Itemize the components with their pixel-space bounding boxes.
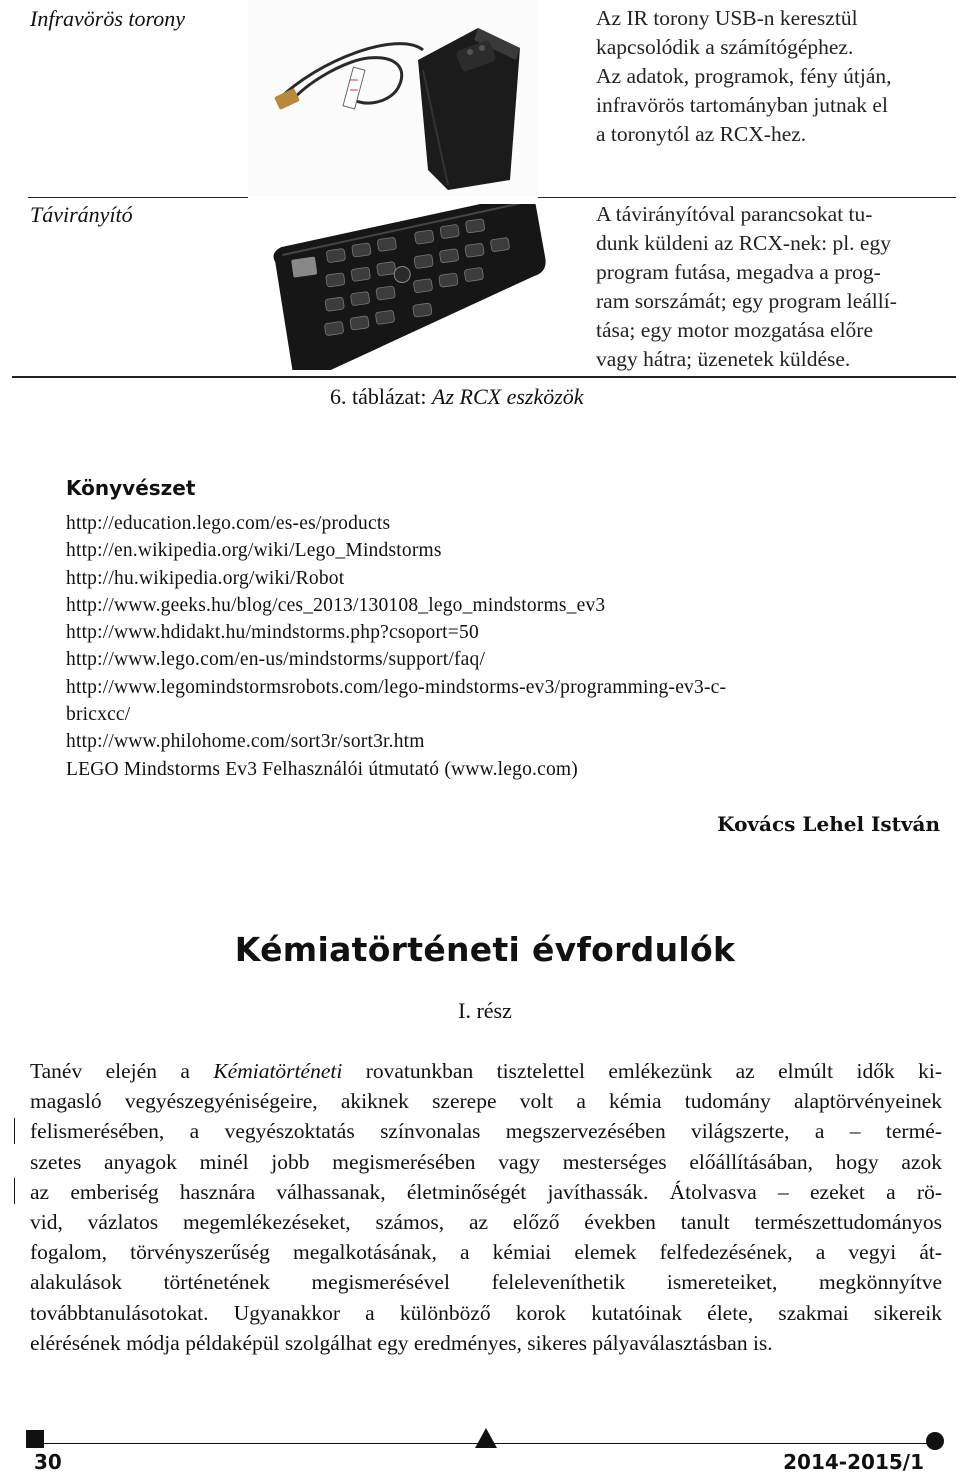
remote-control-photo xyxy=(262,204,552,370)
table-row-desc-ir-tower xyxy=(596,4,892,149)
change-bar-1 xyxy=(14,1118,15,1144)
desc-line: a toronytól az RCX-hez. xyxy=(596,122,807,146)
article-body xyxy=(30,1056,942,1358)
desc-line: tása; egy motor mozgatása előre xyxy=(596,318,874,342)
bibliography-entry[interactable]: http://hu.wikipedia.org/wiki/Robot xyxy=(66,567,345,589)
table-caption xyxy=(330,384,584,410)
bibliography-entry[interactable]: bricxcc/ xyxy=(66,704,131,726)
table-row-desc-remote xyxy=(596,200,897,374)
bibliography-list xyxy=(66,510,726,783)
bibliography-entry[interactable]: http://www.philohome.com/sort3r/sort3r.htm xyxy=(66,731,425,753)
body-line: fogalom, törvényszerűség megalkotásának, a kémiai elemek felfedezésének, a vegyi át- xyxy=(30,1240,942,1265)
table-rule-row1-right xyxy=(538,197,956,198)
bibliography-entry[interactable]: http://www.hdidakt.hu/mindstorms.php?csoport=50 xyxy=(66,622,479,644)
desc-line: dunk küldeni az RCX-nek: pl. egy xyxy=(596,231,891,255)
footer-square-marker xyxy=(26,1430,44,1448)
body-line xyxy=(30,1056,942,1086)
issue-number: 2014-2015/1 xyxy=(783,1450,924,1474)
table-row-label-ir-tower: Infravörös torony xyxy=(30,6,186,31)
footer-triangle-marker xyxy=(475,1428,497,1448)
desc-line: vagy hátra; üzenetek küldése. xyxy=(596,347,851,371)
bibliography-heading: Könyvészet xyxy=(66,476,196,500)
desc-line: Az IR torony USB-n keresztül xyxy=(596,6,858,30)
article-title: Kémiatörténeti évfordulók xyxy=(234,930,736,969)
article-part: I. rész xyxy=(458,998,512,1023)
body-line: magasló vegyészegyéniségeire, akiknek szerepe volt a kémia tudomány alaptörvényeinek xyxy=(30,1089,942,1114)
desc-line: program futása, megadva a prog- xyxy=(596,260,881,284)
body-line: továbbtanulásotokat. Ugyanakkor a különböző korok kutatóinak élete, szakmai sikereik xyxy=(30,1300,942,1325)
desc-line: Az adatok, programok, fény útján, xyxy=(596,64,892,88)
desc-line: ram sorszámát; egy program leállí- xyxy=(596,289,897,313)
bibliography-entry[interactable]: http://en.wikipedia.org/wiki/Lego_Mindstorms xyxy=(66,540,442,562)
caption-number: 6. táblázat: xyxy=(330,384,427,409)
bibliography-entry[interactable]: http://education.lego.com/es-es/products xyxy=(66,513,391,534)
desc-line: A távirányítóval parancsokat tu- xyxy=(596,202,873,226)
table-rule-bottom xyxy=(12,376,956,378)
ir-tower-photo xyxy=(248,0,538,196)
bibliography-entry[interactable]: http://www.lego.com/en-us/mindstorms/support/faq/ xyxy=(66,649,486,671)
body-line: felismerésében, a vegyészoktatás színvonalas megszervezésében világszerte, a – termé- xyxy=(30,1119,942,1144)
footer-circle-marker xyxy=(926,1432,944,1450)
author-name: Kovács Lehel István xyxy=(717,812,940,836)
change-bar-2 xyxy=(14,1178,15,1204)
bibliography-entry[interactable]: http://www.legomindstormsrobots.com/lego-mindstorms-ev3/programming-ev3-c- xyxy=(66,676,727,698)
bibliography-entry[interactable]: http://www.geeks.hu/blog/ces_2013/130108_lego_mindstorms_ev3 xyxy=(66,594,606,616)
table-row-label-remote: Távirányító xyxy=(30,202,133,227)
body-text-segment: rovatunkban tisztelettel emlékezünk az elmúlt idők ki- xyxy=(342,1059,942,1083)
body-text-segment: Tanév elején a xyxy=(30,1059,214,1083)
desc-line: kapcsolódik a számítógéphez. xyxy=(596,35,854,59)
body-line: elérésének módja példaképül szolgálhat egy eredményes, sikeres pályaválasztásban is. xyxy=(30,1330,773,1355)
body-text-italic: Kémiatörténeti xyxy=(213,1059,343,1083)
body-line: vid, vázlatos megemlékezéseket, számos, az előző években tanult természettudományos xyxy=(30,1210,942,1235)
bibliography-entry: LEGO Mindstorms Ev3 Felhasználói útmutató (www.lego.com) xyxy=(66,758,578,780)
caption-title: Az RCX eszközök xyxy=(432,384,584,409)
page-number: 30 xyxy=(34,1450,62,1474)
body-line: az emberiség hasznára válhassanak, életminőségét javíthassák. Átolvasva – ezeket a rö- xyxy=(30,1179,942,1204)
body-line: alakulások történetének megismerésével feleleveníthetik ismereteiket, megkönnyítve xyxy=(30,1270,942,1295)
table-rule-row1-left xyxy=(28,197,248,198)
body-line: szetes anyagok minél jobb megismerésében vagy mesterséges előállításában, hogy azok xyxy=(30,1149,942,1174)
desc-line: infravörös tartományban jutnak el xyxy=(596,93,888,117)
